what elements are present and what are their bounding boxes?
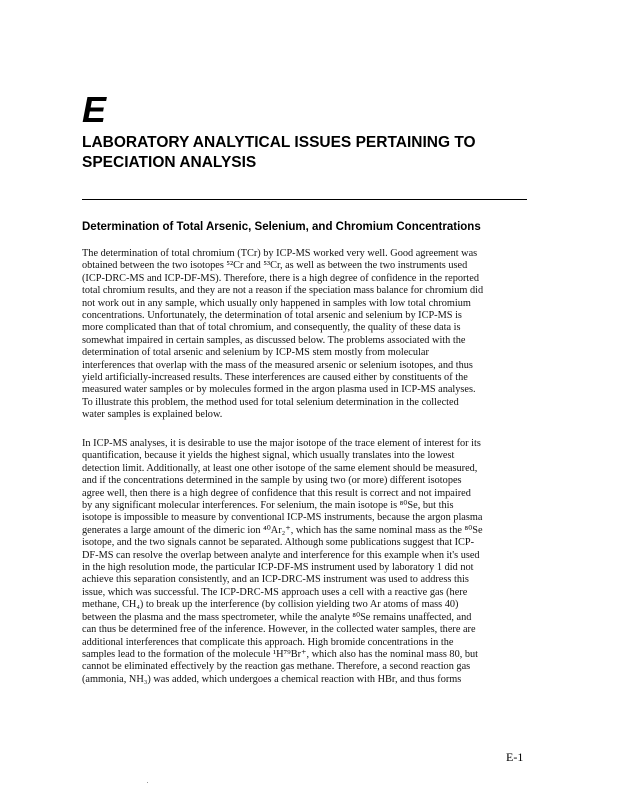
paragraph-line: total chromium results, and they are not a reason if the speciation mass balance for chromium did [82, 285, 484, 297]
paragraph-line: generates a large amount of the dimeric ion ⁴⁰Ar₂⁺, which has the same nominal mass as the ⁸⁰Se [82, 524, 483, 536]
paragraph-line: achieve this separation consistently, and an ICP-DRC-MS instrument was used to address this [82, 574, 469, 586]
paragraph-line: (ammonia, NH₃) was added, which undergoes a chemical reaction with HBr, and thus forms [82, 673, 462, 685]
paragraph-line: can thus be determined free of the inference. However, in the collected water samples, there are [82, 624, 476, 636]
paragraph-line: cannot be eliminated effectively by the reaction gas methane. Therefore, a second reaction gas [82, 661, 471, 673]
paragraph-line: determination of total arsenic and selenium by ICP-MS stem mostly from molecular [82, 347, 429, 359]
paragraph-line: concentrations. Unfortunately, the determination of total arsenic and selenium by ICP-MS is [82, 310, 462, 322]
paragraph-line: methane, CH₄) to break up the interference (by collision yielding two Ar atoms of mass 40) [82, 599, 459, 611]
paragraph-line: agree well, then there is a high degree of confidence that this result is correct and not impaired [82, 487, 471, 499]
paragraph-line: measured water samples or by molecules formed in the argon plasma used in ICP-MS analyses. [82, 384, 476, 396]
section-heading: Determination of Total Arsenic, Selenium, and Chromium Concentrations [82, 221, 481, 233]
page-number: E-1 [506, 750, 524, 764]
paragraph-line: In ICP-MS analyses, it is desirable to use the major isotope of the trace element of interest for its [82, 438, 481, 449]
paragraph-line: isotope is impossible to measure by conventional ICP-MS instruments, because the argon plasma [82, 512, 483, 524]
paragraph-line: obtained between the two isotopes ⁵²Cr and ⁵³Cr, as well as between the two instruments used [82, 260, 468, 272]
paragraph-line: by any significant molecular interferences. For selenium, the main isotope is ⁸⁰Se, but this [82, 500, 454, 512]
paragraph-line: and if the concentrations determined in the sample by using two (or more) different isotopes [82, 475, 462, 487]
title-divider [82, 199, 527, 200]
paragraph-line: quantification, because it yields the highest signal, which usually translates into the lowest [82, 450, 455, 462]
paragraph-line: detection limit. Additionally, at least one other isotope of the same element should be measured, [82, 462, 478, 474]
paragraph-line: The determination of total chromium (TCr) by ICP-MS worked very well. Good agreement was [82, 248, 478, 259]
paragraph-line: more complicated than that of total chromium, and consequently, the quality of these data is [82, 322, 461, 334]
paragraph-line: additional interferences that complicate this approach. High bromide concentrations in the [82, 636, 454, 648]
paragraph-1 [82, 248, 528, 422]
appendix-letter: E [82, 89, 107, 130]
paragraph-line: issue, which was successful. The ICP-DRC-MS approach uses a cell with a reactive gas (here [82, 586, 468, 598]
paragraph-line: DF-MS can resolve the overlap between analyte and interference for this example when it's used [82, 549, 480, 561]
paragraph-2 [82, 438, 528, 686]
paragraph-line: samples lead to the formation of the molecule ¹H⁷⁹Br⁺, which also has the nominal mass 80, but [82, 648, 479, 660]
paragraph-line: (ICP-DRC-MS and ICP-DF-MS). Therefore, there is a high degree of confidence in the reported [82, 272, 479, 284]
scan-speck [147, 782, 148, 783]
paragraph-line: in the high resolution mode, the particular ICP-DF-MS instrument used by laboratory 1 did not [82, 562, 474, 574]
paragraph-line: yield artificially-increased results. These interferences are caused either by constituents of the [82, 372, 468, 384]
paragraph-line: between the plasma and the mass spectrometer, while the analyte ⁸⁰Se remains unaffected, and [82, 611, 472, 623]
paragraph-line: interferences that overlap with the mass of the measured arsenic or selenium isotopes, and thus [82, 359, 473, 371]
paragraph-line: To illustrate this problem, the method used for total selenium determination in the collected [82, 396, 459, 408]
appendix-title: LABORATORY ANALYTICAL ISSUES PERTAINING TO SPECIATION ANALYSIS [82, 134, 476, 171]
paragraph-line: water samples is explained below. [82, 409, 223, 421]
paragraph-line: somewhat impaired in certain samples, as discussed below. The problems associated with the [82, 334, 466, 346]
paragraph-line: isotope, and the two signals cannot be separated. Although some publications suggest that ICP- [82, 537, 475, 549]
paragraph-line: not work out in any sample, which usually only happened in samples with low total chromium [82, 297, 471, 309]
